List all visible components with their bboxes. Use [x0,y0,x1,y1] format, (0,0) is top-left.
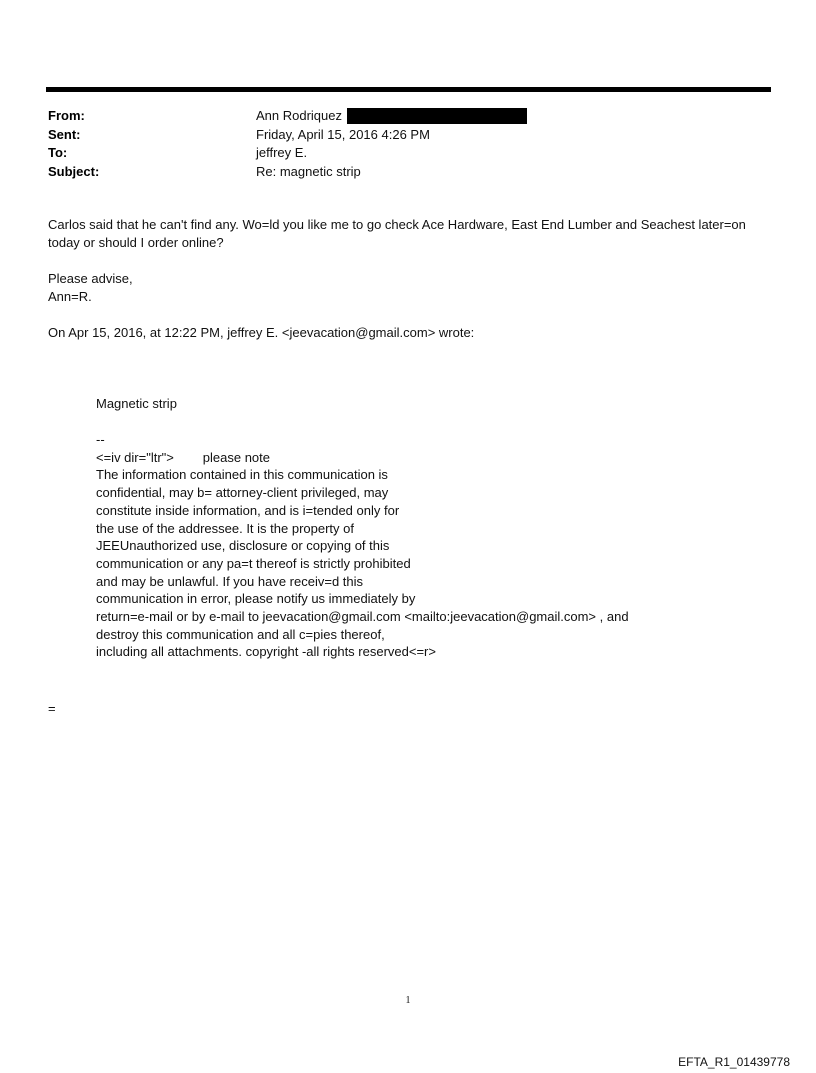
to-value: jeffrey E. [256,145,308,160]
redaction-box [347,108,527,124]
from-row [48,107,748,126]
subject-row [48,163,748,182]
trailing-marker [48,700,773,718]
disclaimer-line: communication in error, please notify us immediately by [96,591,416,607]
disclaimer-line: including all attachments. copyright -all rights reserved<=r> [96,644,436,660]
message-paragraph [48,216,773,251]
from-value [256,107,527,126]
to-label: To: [48,145,68,160]
from-label: From: [48,108,85,123]
disclaimer-line: and may be unlawful. If you have receiv=d this [96,573,364,589]
quote-intro [48,324,773,342]
disclaimer-line: the use of the addressee. It is the property of [96,520,354,536]
disclaimer-line: confidential, may b= attorney-client privileged, may [96,485,389,501]
quoted-separator: -- [96,432,105,447]
header-rule [46,87,771,92]
to-row [48,144,748,163]
disclaimer-line: <=iv dir="ltr"> please note [96,449,270,465]
signature-block [48,270,773,305]
disclaimer-line: return=e-mail or by e-mail to jeevacation@gmail.com <mailto:jeevacation@gmail.com> , and [96,609,629,625]
disclaimer-line: communication or any pa=t thereof is strictly prohibited [96,555,411,571]
signoff-line: Ann=R. [48,288,92,304]
sent-row [48,126,748,145]
message-line: Carlos said that he can't find any. Wo=ld you like me to go check Ace Hardware, East End Lumber and Seachest later=on [48,217,746,232]
disclaimer-line: The information contained in this communication is [96,467,388,483]
quoted-message [96,395,736,413]
bates-number: EFTA_R1_01439778 [678,1055,790,1069]
quote-intro-line: On Apr 15, 2016, at 12:22 PM, jeffrey E. <jeevacation@gmail.com> wrote: [48,325,475,340]
sent-label: Sent: [48,126,81,142]
quoted-message-text: Magnetic strip [96,396,177,411]
advise-line: Please advise, [48,271,133,286]
message-line: today or should I order online? [48,234,224,250]
from-name: Ann Rodriquez [256,108,342,123]
sent-value: Friday, April 15, 2016 4:26 PM [256,126,430,142]
disclaimer-line: constitute inside information, and is i=tended only for [96,502,400,518]
disclaimer-line: JEEUnauthorized use, disclosure or copying of this [96,538,390,554]
subject-value: Re: magnetic strip [256,163,361,179]
subject-label: Subject: [48,163,100,179]
trailing-equals: = [48,701,56,716]
disclaimer-line: destroy this communication and all c=pies thereof, [96,626,385,642]
email-header [48,107,748,181]
page-number: 1 [405,995,411,1006]
quoted-disclaimer [96,431,736,661]
